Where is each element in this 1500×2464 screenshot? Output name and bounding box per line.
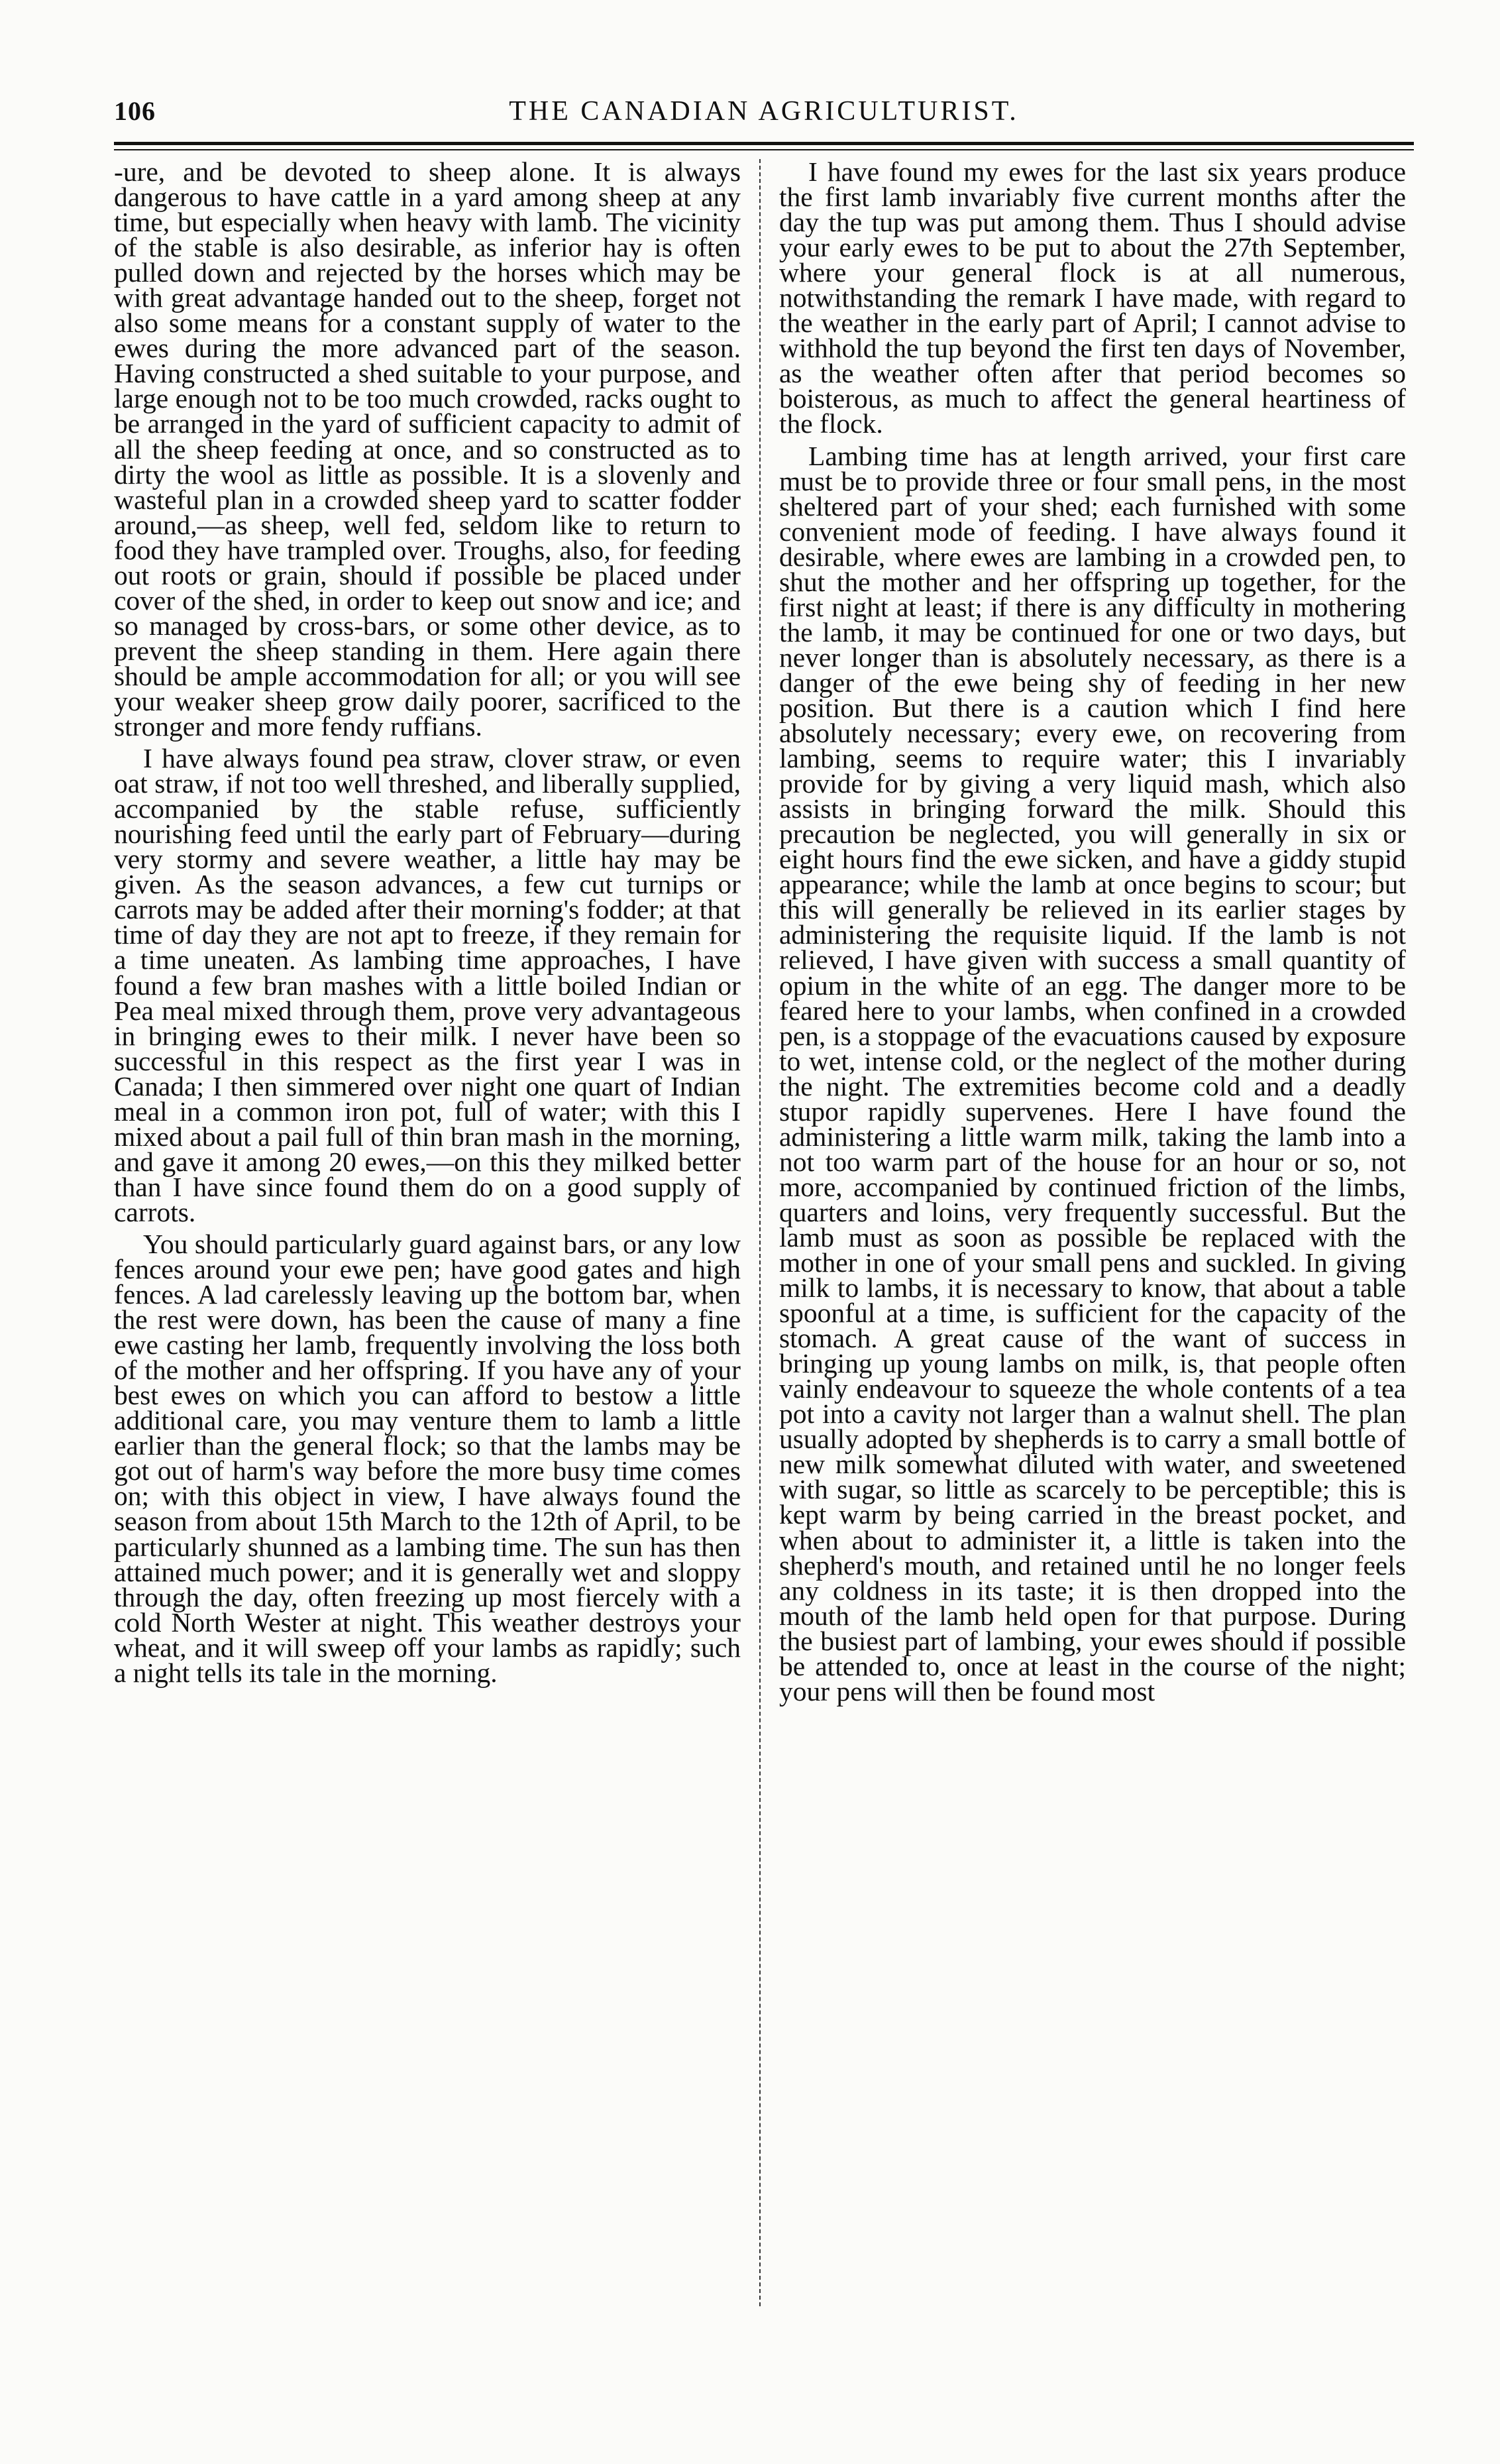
left-column xyxy=(114,156,741,1688)
right-column xyxy=(779,156,1406,1707)
running-title: THE CANADIAN AGRICULTURIST. xyxy=(509,96,1019,127)
header-rule-thin xyxy=(114,149,1414,150)
paragraph: I have found my ewes for the last six years produce the first lamb invariably five current months after the day the tup was put among them. Thus I should advise your early ewes to be put to about the 27th September, where your general flock is at all numerous, notwithstanding the remark I have made, with regard to the weather in the early part of April; I cannot advise to withhold the tup beyond the first ten days of November, as the weather often after that period becomes so boisterous, as much to affect the general heartiness of the flock. xyxy=(779,156,1406,439)
paragraph: You should particularly guard against bars, or any low fences around your ewe pen; have good gates and high fences. A lad carelessly leaving up the bottom bar, when the rest were down, has been the cause of many a fine ewe casting her lamb, frequently involving the loss both of the mother and her offspring. If you have any of your best ewes on which you can afford to bestow a little additional care, you may venture them to lamb a little earlier than the general flock; so that the lambs may be got out of harm's way before the more busy time comes on; with this object in view, I have always found the season from about 15th March to the 12th of April, to be particularly shunned as a lambing time. The sun has then attained much power; and it is generally wet and sloppy through the day, often freezing up most fiercely with a cold North Wester at night. This weather destroys your wheat, and it will sweep off your lambs as rapidly; such a night tells its tale in the morning. xyxy=(114,1228,741,1688)
paragraph: I have always found pea straw, clover straw, or even oat straw, if not too well threshed, and liberally supplied, accompanied by the stable refuse, sufficiently nourishing feed until the early part of February—during very stormy and severe weather, a little hay may be given. As the season advances, a few cut turnips or carrots may be added after their morning's fodder; at that time of day they are not apt to freeze, if they remain for a time uneaten. As lambing time approaches, I have found a few bran mashes with a little boiled Indian or Pea meal mixed through them, prove very advantageous in bringing ewes to their milk. I never have been so successful in this respect as the first year I was in Canada; I then simmered over night one quart of Indian meal in a common iron pot, full of water; with this I mixed about a pail full of thin bran mash in the morning, and gave it among 20 ewes,—on this they milked better than I have since found them do on a good supply of carrots. xyxy=(114,743,741,1227)
paragraph: Lambing time has at length arrived, your first care must be to provide three or four small pens, in the most sheltered part of your shed; each furnished with some convenient mode of feeding. I have always found it desirable, where ewes are lambing in a crowded pen, to shut the mother and her offspring up together, for the first night at least; if there is any difficulty in mothering the lamb, it may be continued for one or two days, but never longer than is absolutely necessary, as there is a danger of the ewe being shy of feeding in her new position. But there is a caution which I find here absolutely necessary; every ewe, on recovering from lambing, seems to require water; this I invariably provide for by giving a very liquid mash, which also assists in bringing forward the milk. Should this precaution be neglected, you will generally in six or eight hours find the ewe sicken, and have a giddy stupid appearance; while the lamb at once begins to scour; but this will generally be relieved in its earlier stages by administering the requisite liquid. If the lamb is not relieved, I have given with success a small quantity of opium in the white of an egg. The danger more to be feared here to your lambs, when confined in a crowded pen, is a stoppage of the evacuations caused by exposure to wet, intense cold, or the neglect of the mother during the night. The extremities become cold and a deadly stupor rapidly supervenes. Here I have found the administering a little warm milk, taking the lamb into a not too warm part of the house for an hour or so, not more, accompanied by continued friction of the limbs, quarters and loins, very frequently successful. But the lamb must as soon as possible be replaced with the mother in one of your small pens and suckled. In giving milk to lambs, it is necessary to know, that about a table spoonful at a time, is sufficient for the capacity of the stomach. A great cause of the want of success in bringing up young lambs on milk, is, that people often vainly endeavour to squeeze the whole contents of a tea pot into a cavity not larger than a walnut shell. The plan usually adopted by shepherds is to carry a small bottle of new milk somewhat diluted with water, and sweetened with sugar, so little as scarcely to be perceptible; this is kept warm by being carried in the breast pocket, and when about to administer it, a little is taken into the shepherd's mouth, and retained until he no longer feels any coldness in its taste; it is then dropped into the mouth of the lamb held open for that purpose. During the busiest part of lambing, your ewes should if possible be attended to, once at least in the course of the night; your pens will then be found most xyxy=(779,440,1406,1707)
page-header xyxy=(114,93,1414,133)
page-number: 106 xyxy=(114,96,156,126)
column-divider xyxy=(759,159,761,2306)
header-rule-thick xyxy=(114,142,1414,145)
paragraph: -ure, and be devoted to sheep alone. It is always dangerous to have cattle in a yard among sheep at any time, but especially when heavy with lamb. The vicinity of the stable is also desirable, as inferior hay is often pulled down and rejected by the horses which may be with great advantage handed out to the sheep, forget not also some means for a constant supply of water to the ewes during the more advanced part of the season. Having constructed a shed suitable to your purpose, and large enough not to be too much crowded, racks ought to be arranged in the yard of sufficient capacity to admit of all the sheep feeding at once, and so constructed as to dirty the wool as little as possible. It is a slovenly and wasteful plan in a crowded sheep yard to scatter fodder around,—as sheep, well fed, seldom like to return to food they have trampled over. Troughs, also, for feeding out roots or grain, should if possible be placed under cover of the shed, in order to keep out snow and ice; and so managed by cross-bars, or some other device, as to prevent the sheep standing in them. Here again there should be ample accommodation for all; or you will see your weaker sheep grow daily poorer, sacrificed to the stronger and more fendy ruffians. xyxy=(114,156,741,742)
